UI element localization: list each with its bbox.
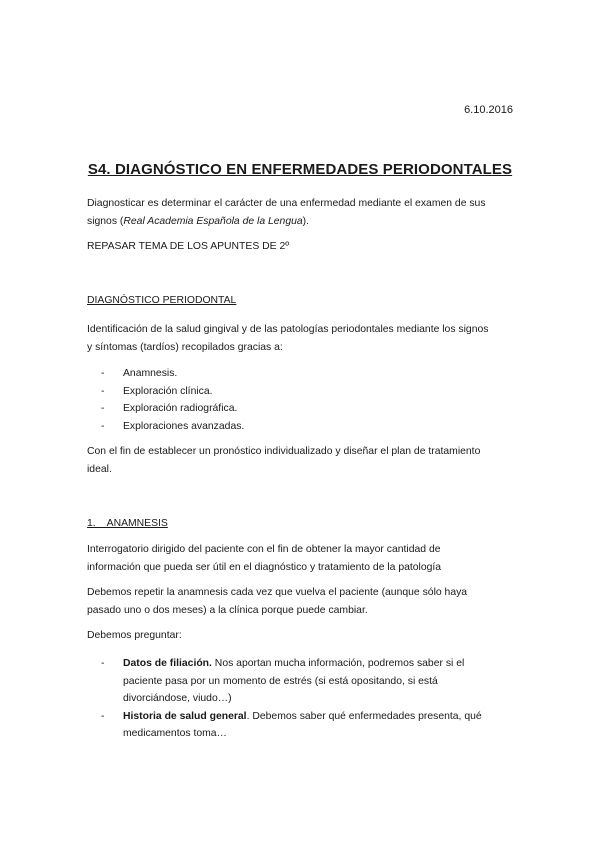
- periodontal-line-1: Identificación de la salud gingival y de las patologías periodontales mediante los signos: [87, 324, 489, 335]
- anamnesis-paragraph-2: [87, 584, 467, 619]
- bullet-dash: -: [101, 420, 105, 432]
- list-item-text: Exploraciones avanzadas.: [123, 420, 245, 432]
- exploration-list: [101, 365, 244, 435]
- item-text-line-2: paciente pasa por un momento de estrés (si está opositando, si está: [123, 675, 438, 687]
- intro-line-1: Diagnosticar es determinar el carácter de una enfermedad mediante el examen de sus: [87, 198, 486, 209]
- anamnesis-p1-line-1: Interrogatorio dirigido del paciente con el fin de obtener la mayor cantidad de: [87, 544, 441, 555]
- list-item: [101, 655, 482, 708]
- periodontal-line-2: y síntomas (tardíos) recopilados gracias a:: [87, 341, 283, 353]
- bullet-dash: -: [101, 403, 105, 414]
- item-text-line-2: medicamentos toma…: [123, 728, 227, 739]
- bullet-dash: -: [101, 385, 105, 397]
- anamnesis-paragraph-1: [87, 541, 441, 576]
- list-item: [101, 418, 244, 436]
- anamnesis-p1-line-2: información que pueda ser útil en el diagnóstico y tratamiento de la patología: [87, 561, 442, 573]
- item-text-line-3: divorciándose, viudo…): [123, 693, 232, 704]
- item-text-line-1: Nos aportan mucha información, podremos saber si el: [211, 658, 465, 669]
- periodontal-closing-paragraph: [87, 443, 480, 478]
- list-item-text: Exploración clínica.: [123, 385, 213, 397]
- bullet-dash: -: [101, 368, 105, 379]
- item-bold-label: Historia de salud general: [123, 710, 247, 722]
- list-item: [101, 400, 244, 418]
- document-date: 6.10.2016: [464, 104, 513, 116]
- item-bold-label: Datos de filiación.: [123, 658, 212, 669]
- anamnesis-p2-line-1: Debemos repetir la anamnesis cada vez que vuelva el paciente (aunque sólo haya: [87, 587, 468, 598]
- bullet-dash: -: [101, 710, 105, 722]
- review-note: REPASAR TEMA DE LOS APUNTES DE 2º: [87, 241, 290, 252]
- closing-line-1: Con el fin de establecer un pronóstico individualizado y diseñar el plan de tratamiento: [87, 446, 481, 457]
- list-item-text: Anamnesis.: [123, 368, 178, 379]
- intro-paragraph: [87, 195, 486, 230]
- section-heading-anamnesis: 1. ANAMNESIS: [87, 518, 168, 529]
- anamnesis-question-list: [101, 655, 482, 743]
- intro-source-citation: Real Academia Española de la Lengua: [123, 215, 303, 227]
- item-text-line-1: . Debemos saber qué enfermedades presenta, qué: [246, 710, 482, 722]
- list-item: [101, 365, 244, 383]
- ask-intro: Debemos preguntar:: [87, 630, 182, 641]
- list-item: [101, 708, 482, 743]
- anamnesis-p2-line-2: pasado uno o dos meses) a la clínica porque puede cambiar.: [87, 604, 368, 616]
- document-title: S4. DIAGNÓSTICO EN ENFERMEDADES PERIODONTALES: [87, 161, 513, 178]
- intro-line-2-end: ).: [302, 215, 310, 227]
- periodontal-paragraph: [87, 321, 488, 356]
- intro-line-2-start: signos (: [87, 215, 124, 227]
- bullet-dash: -: [101, 658, 105, 669]
- closing-line-2: ideal.: [87, 463, 112, 475]
- list-item-text: Exploración radiográfica.: [123, 403, 238, 414]
- section-heading-periodontal: DIAGNÓSTICO PERIODONTAL: [87, 295, 237, 306]
- list-item: [101, 383, 244, 401]
